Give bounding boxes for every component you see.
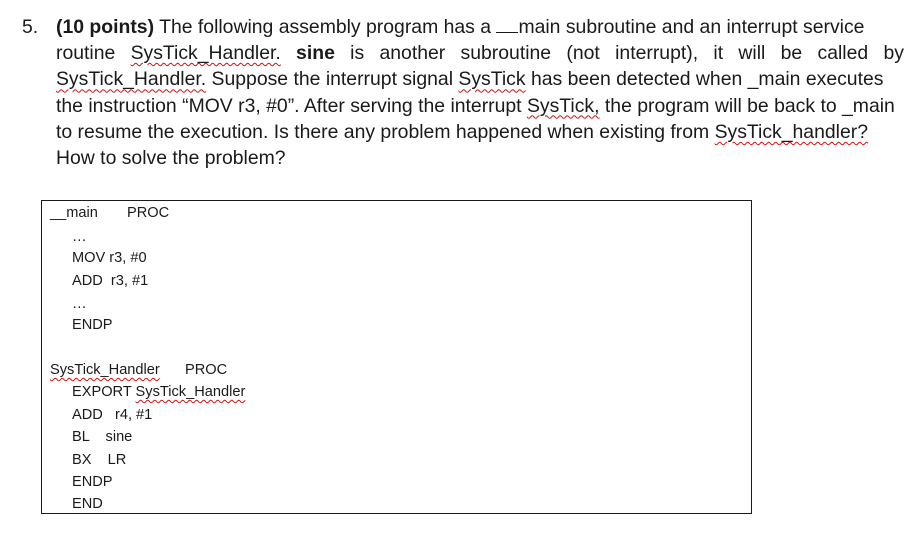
code-export-name: SysTick_Handler [135,384,246,400]
word: subroutine [460,42,552,65]
code-box [41,200,752,514]
code-export-keyword: EXPORT [72,384,132,400]
systick-ref: SysTick, [526,94,600,117]
code-end: END [72,496,103,512]
code-add-handler: ADD r4, #1 [72,407,153,423]
word: called [817,42,869,65]
word: another [379,42,446,65]
code-mov: MOV r3, #0 [72,250,147,266]
word: it [713,42,724,65]
question-line-6: How to solve the problem? [56,146,286,169]
question-line-3-b: Suppose the interrupt signal [206,68,459,91]
code-main-proc: PROC [127,205,170,221]
word: is [350,42,365,65]
word: (not [566,42,600,65]
code-handler-proc: PROC [185,362,228,378]
word: be [780,42,803,65]
question-line-5 [56,119,904,145]
systick-handler-ref: SysTick_Handler. [56,68,207,91]
question-line-4-a: the instruction “MOV r3, #0”. After serving the interrupt [56,94,527,117]
code-add-main: ADD r3, #1 [72,273,149,289]
code-endp-main: ENDP [72,317,113,333]
word: interrupt), [615,42,699,65]
question-number: 5. [22,16,39,38]
question-line-4-c: the program will be back to _main [599,94,895,117]
code-bx: BX LR [72,452,127,468]
code-main-label: __main [50,205,98,221]
question-line-4 [56,93,904,119]
question-points: (10 points) [56,16,155,38]
question-line-2 [56,40,904,66]
code-handler-label: SysTick_Handler [50,362,160,378]
word: routine [56,42,116,65]
question-text [56,14,904,171]
word-systick-handler: SysTick_Handler. [130,42,281,65]
code-ellipsis: … [72,229,87,245]
question-line-3 [56,66,904,92]
word: by [883,42,904,65]
question-line-1-a: The following assembly program has a [159,16,497,38]
code-export [72,383,245,401]
question-line-3-d: has been detected when _main executes [525,68,884,91]
word-sine: sine [296,42,335,65]
question-line-1-b: main subroutine and an interrupt service [518,16,865,38]
question-line-5-a: to resume the execution. Is there any problem happened when existing from [56,120,715,143]
systick-handler-ref: SysTick_handler? [714,120,868,143]
underscore-blank [496,15,518,33]
code-endp-handler: ENDP [72,474,113,490]
code-bl: BL sine [72,429,133,445]
word: will [738,42,766,65]
code-ellipsis: … [72,296,87,312]
systick-ref: SysTick [458,68,526,91]
question-line-1 [56,14,904,40]
